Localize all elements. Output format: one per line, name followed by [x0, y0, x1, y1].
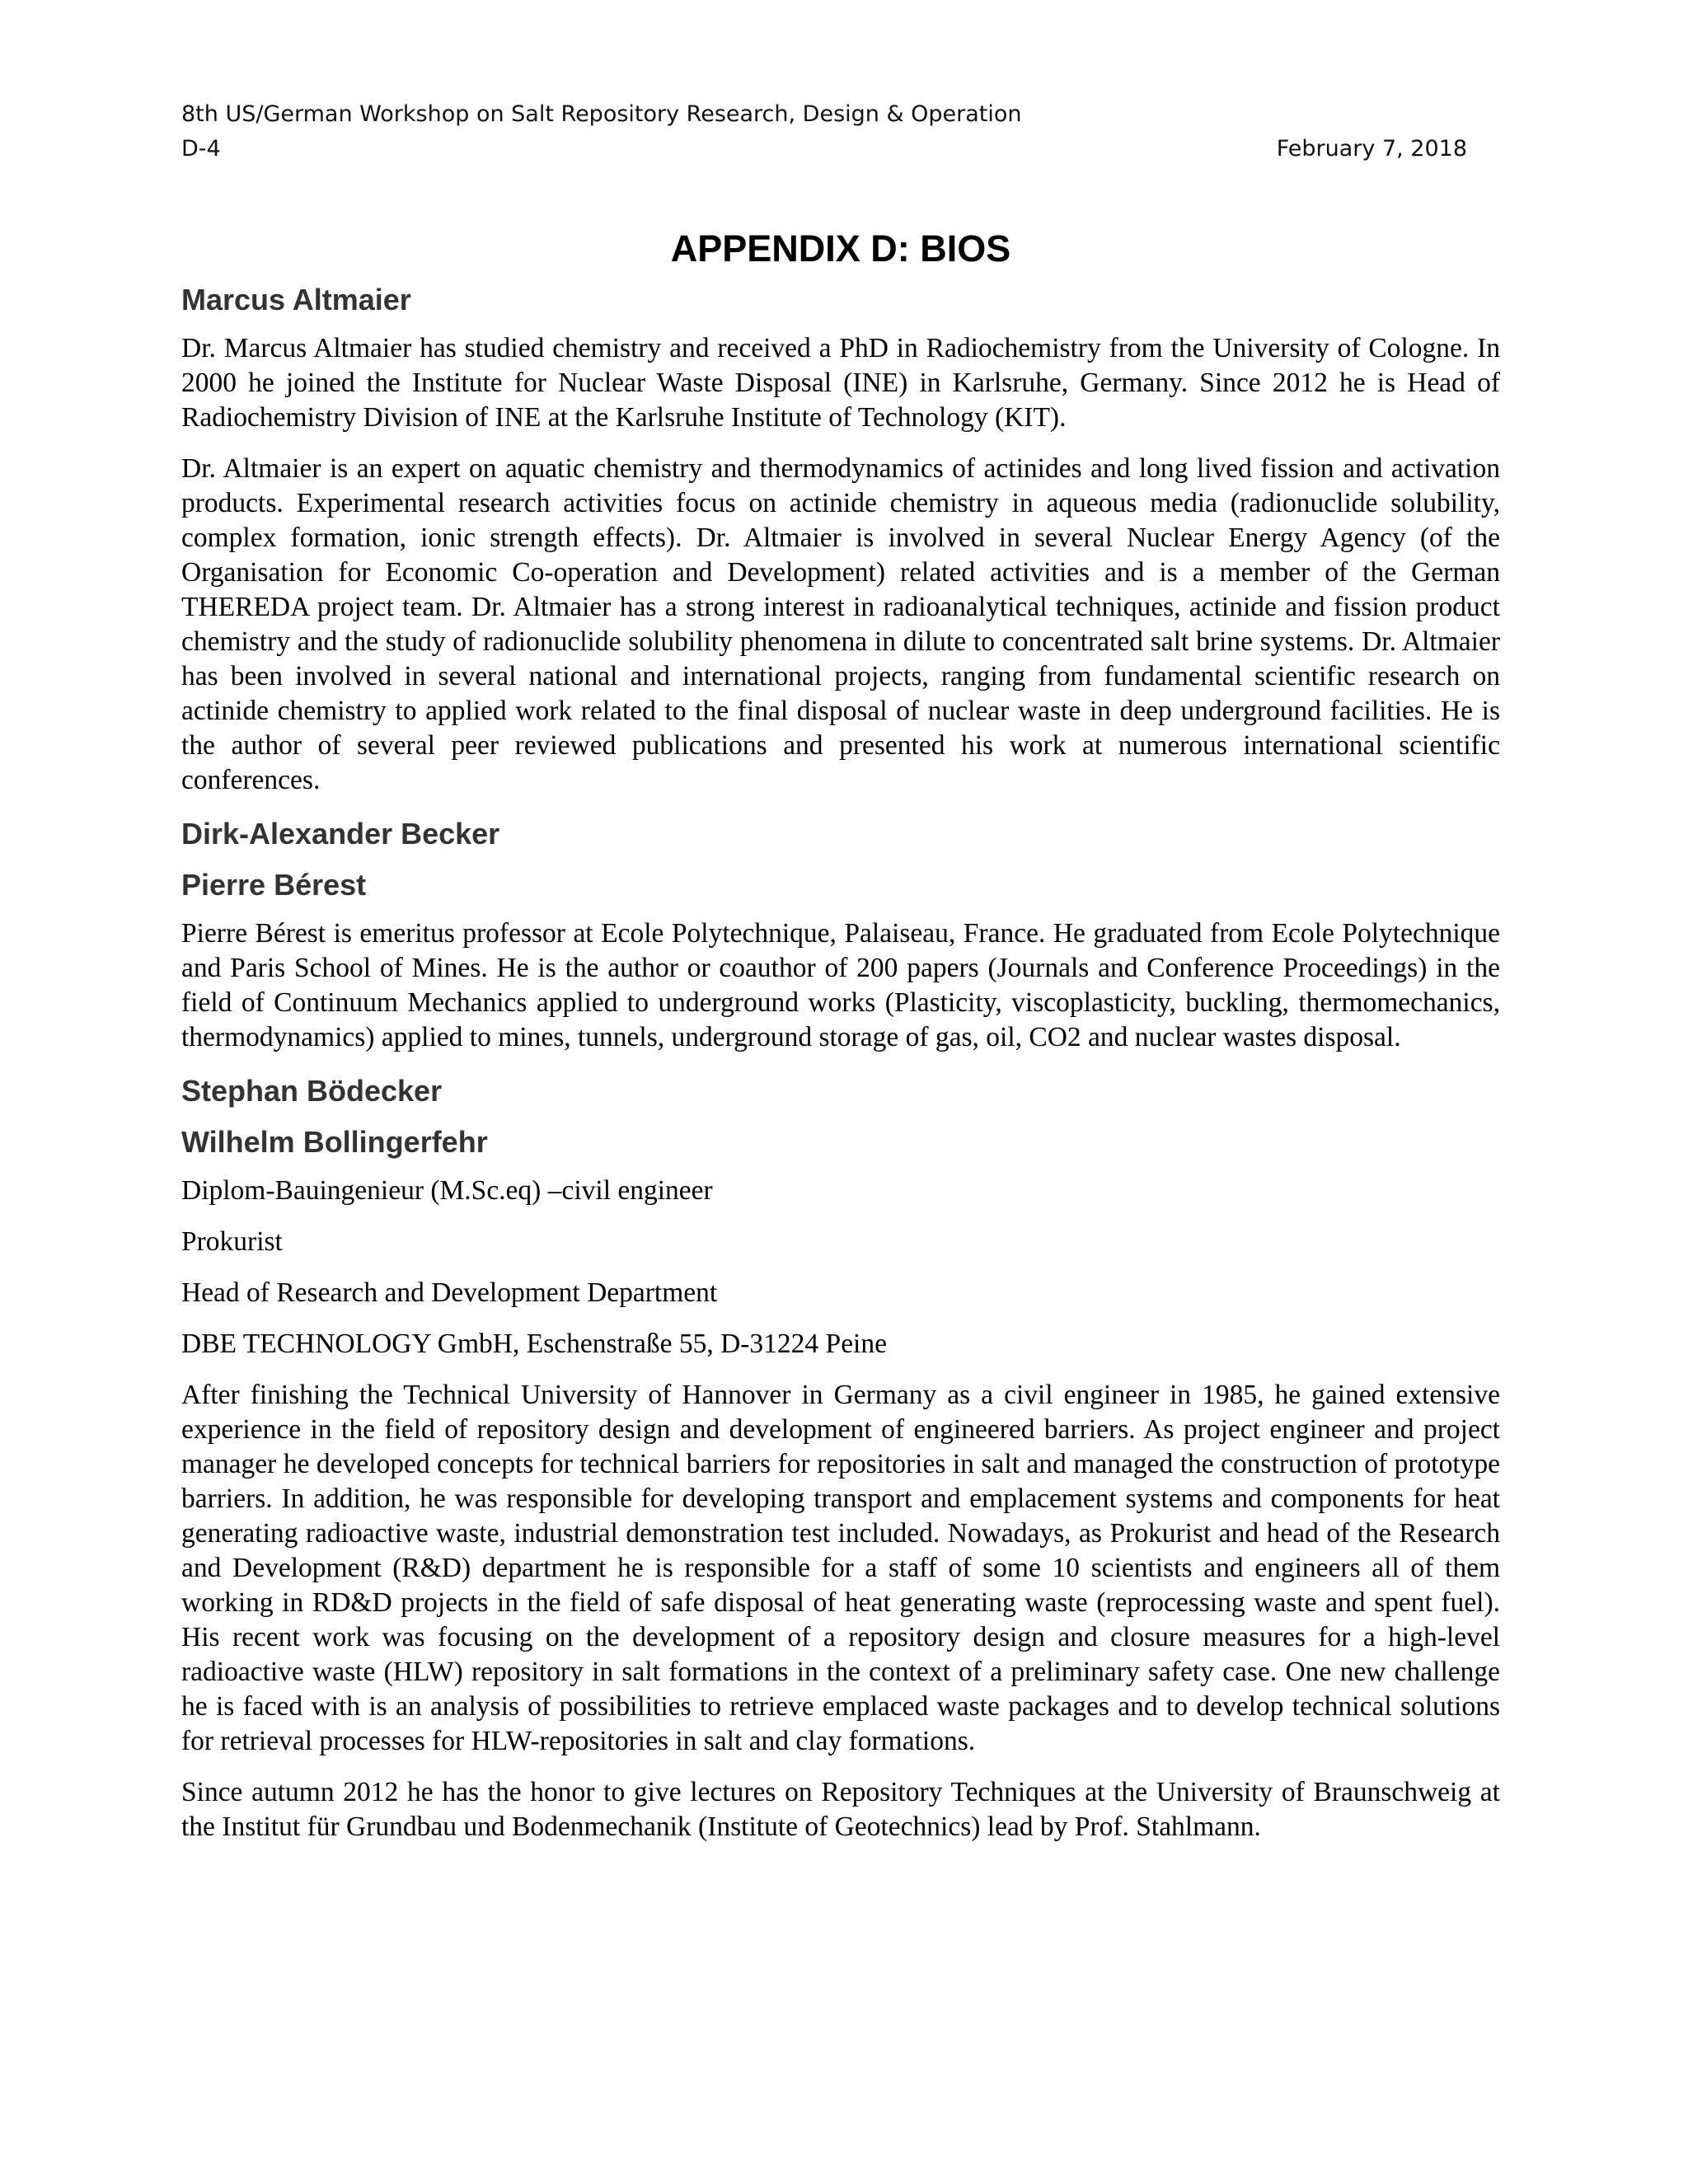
page-content [181, 216, 1500, 1861]
bio-credential-line: Diplom-Bauingenieur (M.Sc.eq) –civil engineer [181, 1175, 713, 1206]
bio-section [181, 1122, 1500, 1844]
appendix-title: APPENDIX D: BIOS [670, 227, 1011, 269]
bio-section [181, 814, 1500, 854]
bio-section [181, 1071, 1500, 1111]
bio-paragraph: Pierre Bérest is emeritus professor at Ecole Polytechnique, Palaiseau, France. He graduated from Ecole Polytechnique and Paris School of Mines. He is the author or coauthor of 200 papers (Journals and Conference Proceedings) in the field of Continuum Mechanics applied to underground works (Plasticity, viscoplasticity, buckling, thermomechanics, thermodynamics) applied to mines, tunnels, underground storage of gas, oil, CO2 and nuclear wastes disposal. [181, 918, 1500, 1052]
page-header [181, 97, 1467, 166]
bio-credential-line: DBE TECHNOLOGY GmbH, Eschenstraße 55, D-31224 Peine [181, 1329, 887, 1359]
header-date: February 7, 2018 [1276, 136, 1467, 162]
workshop-title: 8th US/German Workshop on Salt Repository Research, Design & Operation [181, 101, 1022, 127]
bio-paragraph: Dr. Marcus Altmaier has studied chemistry and received a PhD in Radiochemistry from the University of Cologne. In 2000 he joined the Institute for Nuclear Waste Disposal (INE) in Karlsruhe, Germany. Since 2012 he is Head of Radiochemistry Division of INE at the Karlsruhe Institute of Technology (KIT). [181, 333, 1500, 433]
bio-paragraph: Dr. Altmaier is an expert on aquatic chemistry and thermodynamics of actinides and long lived fission and activation products. Experimental research activities focus on actinide chemistry in aqueous media (radionuclide solubility, complex formation, ionic strength effects). Dr. Altmaier is involved in several Nuclear Energy Agency (of the Organisation for Economic Co-operation and Development) related activities and is a member of the German THEREDA project team. Dr. Altmaier has a strong interest in radioanalytical techniques, actinide and fission product chemistry and the study of radionuclide solubility phenomena in dilute to concentrated salt brine systems. Dr. Altmaier has been involved in several national and international projects, ranging from fundamental scientific research on actinide chemistry to applied work related to the final disposal of nuclear waste in deep underground facilities. He is the author of several peer reviewed publications and presented his work at numerous international scientific conferences. [181, 453, 1500, 795]
bio-section [181, 865, 1500, 1055]
header-row [181, 132, 1467, 166]
bio-name: Pierre Bérest [181, 868, 367, 902]
bio-name: Marcus Altmaier [181, 283, 411, 316]
bio-section [181, 280, 1500, 798]
bio-credential-line: Head of Research and Development Department [181, 1277, 718, 1308]
page-id: D-4 [181, 136, 221, 162]
bio-credential-line: Prokurist [181, 1226, 283, 1257]
bio-name: Dirk-Alexander Becker [181, 817, 500, 851]
bio-name: Wilhelm Bollingerfehr [181, 1125, 488, 1159]
bio-paragraph: Since autumn 2012 he has the honor to give lectures on Repository Techniques at the University of Braunschweig at the Institut für Grundbau und Bodenmechanik (Institute of Geotechnics) lead by Prof. Stahlmann. [181, 1777, 1500, 1842]
bio-paragraph: After finishing the Technical University of Hannover in Germany as a civil engineer in 1985, he gained extensive experience in the field of repository design and development of engineered barriers. As project engineer and project manager he developed concepts for technical barriers for repositories in salt and managed the construction of prototype barriers. In addition, he was responsible for developing transport and emplacement systems and components for heat generating radioactive waste, industrial demonstration test included. Nowadays, as Prokurist and head of the Research and Development (R&D) department he is responsible for a staff of some 10 scientists and engineers all of them working in RD&D projects in the field of safe disposal of heat generating waste (reprocessing waste and spent fuel). His recent work was focusing on the development of a repository design and closure measures for a high-level radioactive waste (HLW) repository in salt formations in the context of a preliminary safety case. One new challenge he is faced with is an analysis of possibilities to retrieve emplaced waste packages and to develop technical solutions for retrieval processes for HLW-repositories in salt and clay formations. [181, 1380, 1500, 1756]
bio-name: Stephan Bödecker [181, 1074, 443, 1108]
